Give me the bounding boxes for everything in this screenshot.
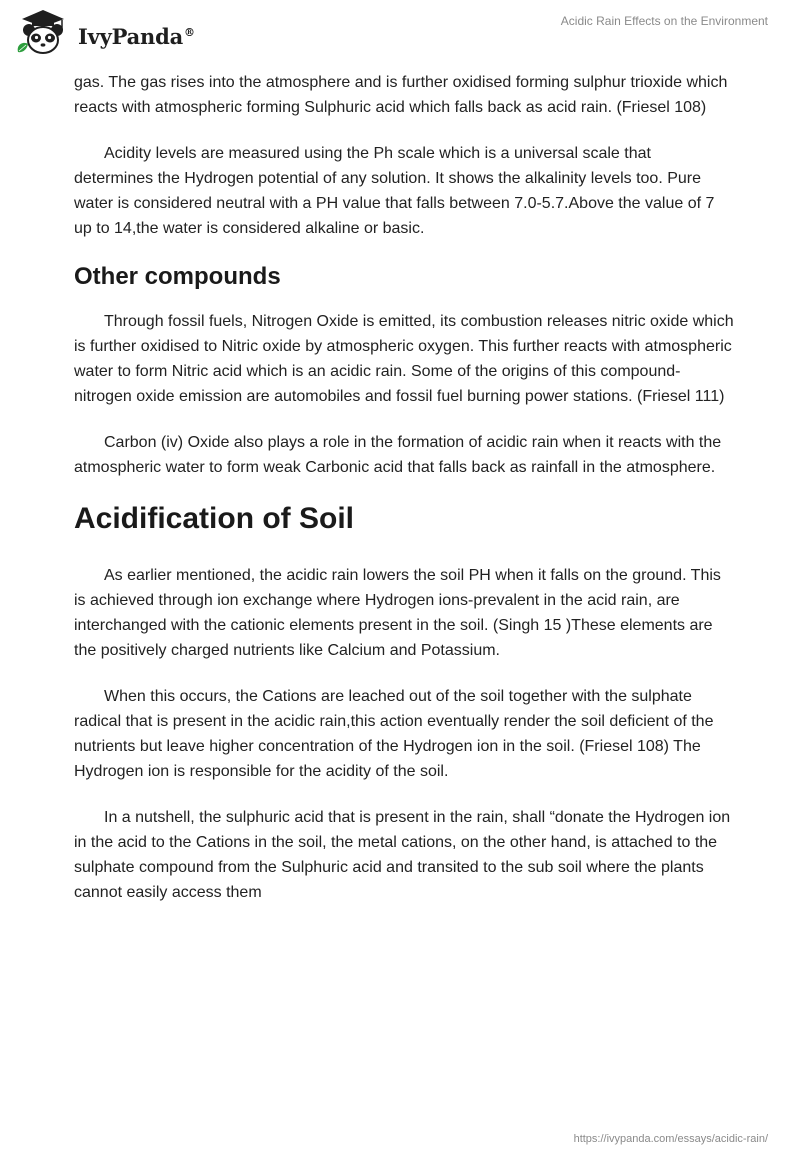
page-header (0, 0, 800, 70)
paragraph: gas. The gas rises into the atmosphere and is further oxidised forming sulphur trioxide which reacts with atmospheric forming Sulphuric acid which falls back as acid rain. (Friesel 108) (74, 74, 728, 116)
paragraph: As earlier mentioned, the acidic rain lowers the soil PH when it falls on the ground. This is achieved through ion exchange where Hydrogen ions-prevalent in the acid rain, are interchanged with the cationic elements present in the soil. (Singh 15 )These elements are the positively charged nutrients like Calcium and Potassium. (74, 567, 721, 659)
brand-logo[interactable] (14, 8, 195, 58)
panda-graduate-icon (14, 8, 72, 58)
paragraph: Carbon (iv) Oxide also plays a role in the formation of acidic rain when it reacts with the atmospheric water to form weak Carbonic acid that falls back as rainfall in the atmosphere. (74, 434, 722, 476)
document-title: Acidic Rain Effects on the Environment (560, 14, 768, 28)
paragraph: When this occurs, the Cations are leached out of the soil together with the sulphate radical that is present in the acidic rain,this action eventually render the soil deficient of the nutrients but leave higher concentration of the Hydrogen ion in the soil. (Friesel 108) The Hydrogen ion is responsible for the acidity of the soil. (74, 688, 714, 780)
paragraph: In a nutshell, the sulphuric acid that is present in the rain, shall “donate the Hydrogen ion in the acid to the Cations in the soil, the metal cations, on the other hand, is attached to the sulphate compound from the Sulphuric acid and transited to the sub soil where the plants cannot easily access them (74, 809, 731, 901)
source-url-link[interactable]: https://ivypanda.com/essays/acidic-rain/ (573, 1133, 768, 1145)
brand-name: IvyPanda® (78, 23, 195, 49)
article-body (74, 70, 734, 926)
paragraph: Acidity levels are measured using the Ph scale which is a universal scale that determines the Hydrogen potential of any solution. It shows the alkalinity levels too. Pure water is considered neutral with a PH value that falls between 7.0-5.7.Above the value of 7 up to 14,the water is considered alkaline or basic. (74, 145, 715, 237)
section-heading-other-compounds: Other compounds (74, 263, 281, 290)
paragraph: Through fossil fuels, Nitrogen Oxide is emitted, its combustion releases nitric oxide which is further oxidised to Nitric oxide by atmospheric oxygen. This further reacts with atmospheric water to form Nitric acid which is an acidic rain. Some of the origins of this compound- nitrogen oxide emission are automobiles and fossil fuel burning power stations. (Friesel 111) (74, 313, 734, 405)
section-heading-acidification-of-soil: Acidification of Soil (74, 502, 355, 535)
